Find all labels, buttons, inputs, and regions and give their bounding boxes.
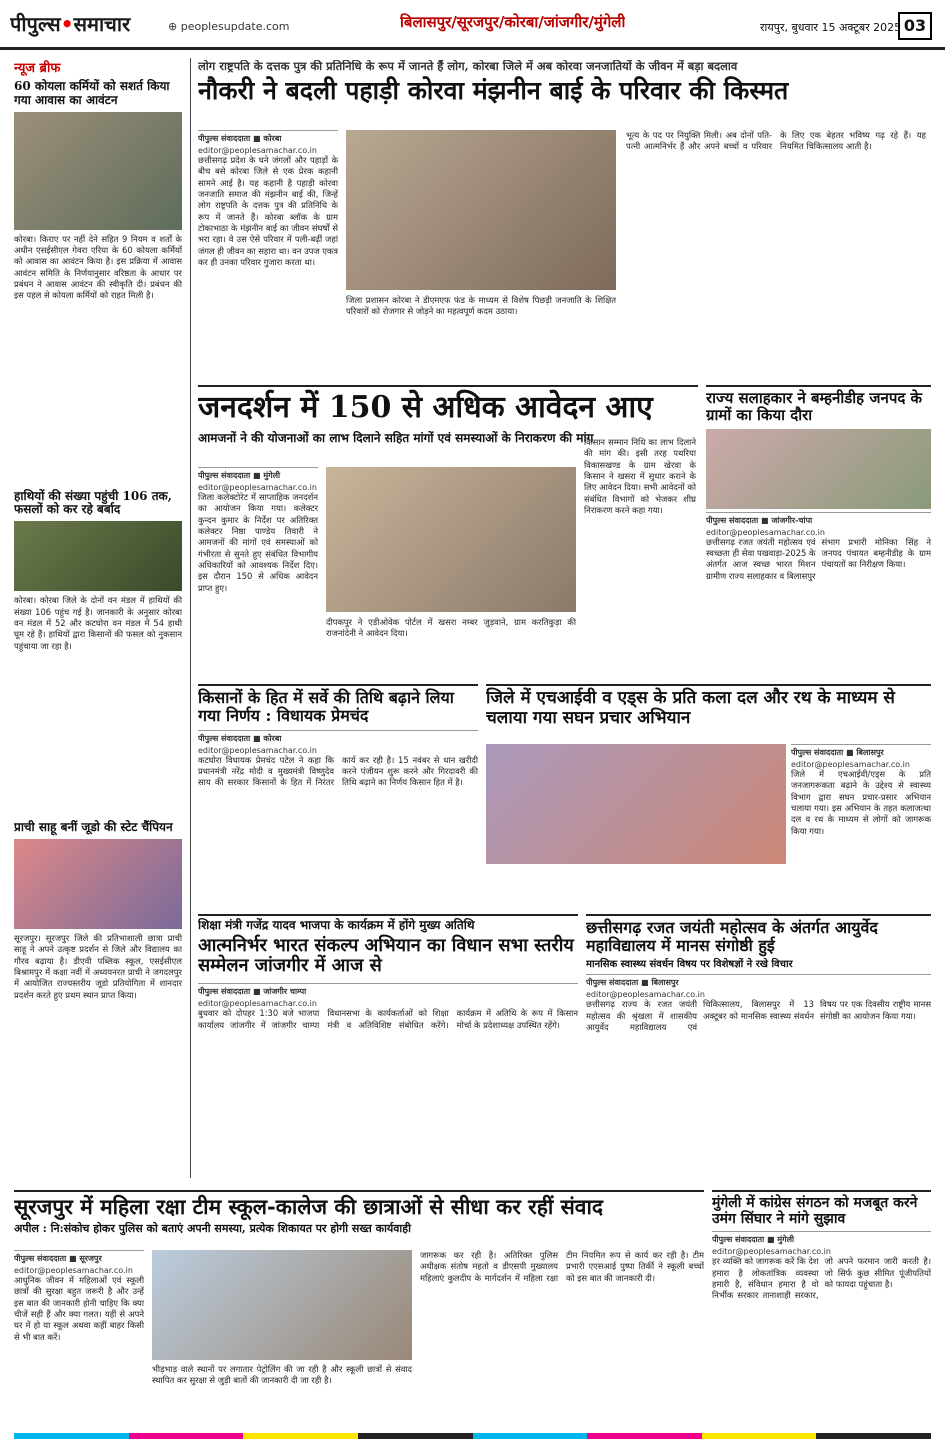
- ayurved-sub: मानसिक स्वास्थ्य संवर्धन विषय पर विशेषज्ञों ने रखे विचार: [586, 958, 793, 970]
- jandarshan-text: जिला कलेक्टोरेट में साप्ताहिक जनदर्शन का आयोजन किया गया। कलेक्टर कुन्दन कुमार के निर्देश पर अतिरिक्त कलेक्टर निष्ठा पाण्डेय तिवारी ने आमजनों की मांगों एवं समस्याओं को गंभीरता से सुनते हुए संबंधित विभागीय अधिकारियों को आवश्यक निर्देश दिए। इस दौरान 150 से अधिक आवेदन प्राप्त हुए।: [198, 492, 318, 593]
- ayurved-text: छत्तीसगढ़ राज्य के रजत जयंती महोत्सव की श्रृंखला में शासकीय आयुर्वेद महाविद्यालय एवं चिकित्सालय, बिलासपुर में 13 अक्टूबर को मानसिक स्वास्थ्य संवर्धन विषय पर एक दिवसीय राष्ट्रीय मानस संगोष्ठी का आयोजन किया गया।: [586, 999, 931, 1032]
- lead-caption: जिला प्रशासन कोरबा ने डीएमएफ फंड के माध्यम से विशेष पिछड़ी जनजाति के शिक्षित परिवारों को रोजगार से जोड़ने का महत्वपूर्ण कदम उठाया।: [346, 295, 616, 317]
- kisan-email[interactable]: editor@peoplesamachar.co.in: [198, 745, 317, 755]
- kisan-story: [198, 684, 478, 909]
- brief-text-3: सूरजपुर। सूरजपुर जिले की प्रतिभाशाली छात्रा प्राची साहू ने अपने उत्कृष्ट प्रदर्शन से जिले और विद्यालय का गौरव बढ़ाया है। डीएवी पब्लिक स्कूल, एसईसीएल बिश्रामपुर में कक्षा नवीं में अध्ययनरत प्राची ने जगदलपुर में आयोजित राज्यस्तरीय जूडो प्रतियोगिता में शानदार प्रदर्शन करते हुए प्रथम स्थान प्राप्त किया।: [14, 932, 182, 1000]
- jandarshan-col-1: [198, 467, 318, 672]
- lead-headline: नौकरी ने बदली पहाड़ी कोरवा मंझनीन बाई के परिवार की किस्मत: [198, 76, 789, 106]
- mahila-story: [14, 1190, 704, 1400]
- shiksha-text: बुधवार को दोपहर 1:30 बजे भाजपा कार्यालय जांजगीर में जांजगीर चाम्पा विधानसभा के कार्यकर्ताओं को शिक्षा मंत्री व अतिविशिष्ट संबोधित करेंगे। कार्यक्रम में अतिथि के रूप में किसान मोर्चा के प्रदेशाध्यक्ष उपस्थित रहेंगे।: [198, 1008, 578, 1030]
- mahila-col: [14, 1250, 144, 1385]
- hiv-col: [791, 744, 931, 909]
- lead-col-1: [198, 130, 338, 335]
- mahila-sub: अपील : नि:संकोच होकर पुलिस को बताएं अपनी समस्या, प्रत्येक शिकायत पर होगी सख्त कार्यवाही: [14, 1222, 411, 1236]
- mahila-caption: भीड़भाड़ वाले स्थानों पर लगातार पेट्रोलिंग की जा रही है और स्कूली छात्रों से संवाद स्थापित कर सुरक्षा से जुड़ी बातों की जानकारी दी जा रही है।: [152, 1364, 412, 1386]
- jandarshan-text-2: किसान सम्मान निधि का लाभ दिलाने की मांग की। इसी तरह पथरिया विकासखण्ड के ग्राम खेरवा के किसान ने खसरा में सुधार कराने के लिए आवेदन दिया। सभी आवेदनों को संबंधित विभागों को भेजकर शीघ्र निराकरण करने कहा गया।: [584, 437, 696, 516]
- mahila-text: आधुनिक जीवन में महिलाओं एवं स्कूली छात्रों की सुरक्षा बहुत जरूरी है और उन्हें इस बात की जानकारी होनी चाहिए कि क्या चीजें सही हैं और क्या गलत। यहीं से अपने घर में हो या स्कूल अथवा कहीं बाहर किसी से भी बात करें।: [14, 1275, 144, 1342]
- rajya-headline: राज्य सलाहकार ने बम्हनीडीह जनपद के ग्रामों का किया दौरा: [706, 389, 923, 425]
- brief-text-2: कोरबा। कोरबा जिले के दोनों वन मंडल में हाथियों की संख्या 106 पहुंच गई है। जानकारी के अनुसार कोरबा वन मंडल में 52 और कटघोरा वन मंडल में 54 हाथी घूम रहे हैं। हाथियों द्वारा किसानों की फसल को नुकसान पहुंचाया जा रहा है।: [14, 595, 182, 651]
- brief-title-3: प्राची साहू बनीं जूडो की स्टेट चैंपियन: [14, 820, 173, 835]
- munge-email[interactable]: editor@peoplesamachar.co.in: [712, 1247, 831, 1257]
- jandarshan-sub: आमजनों ने की योजनाओं का लाभ दिलाने सहित मांगों एवं समस्याओं के निराकरण की मांग: [198, 430, 594, 445]
- ayurved-headline: छत्तीसगढ़ रजत जयंती महोत्सव के अंतर्गत आयुर्वेद महाविद्यालय में मानस संगोष्ठी हुई: [586, 918, 878, 956]
- lead-kicker: लोग राष्ट्रपति के दत्तक पुत्र की प्रतिनिधि के रूप में जानते हैं लोग, कोरबा जिले में अब कोरवा जनजातियों के जीवन में बड़ा बदलाव: [198, 60, 738, 73]
- lead-photo: [346, 130, 616, 290]
- lead-text: छत्तीसगढ़ प्रदेश के घने जंगलों और पहाड़ों के बीच बसे कोरबा जिले से एक प्रेरक कहानी सामने आई है। यह कहानी है पहाड़ी कोरवा जनजाति समाज की मंझनीन बाई की, जिन्हें लोग राष्ट्रपति के दत्तक पुत्र की प्रतिनिधि के रूप में जानते हैं। कोरबा ब्लॉक के ग्राम टोकाभाठा के मंझनीन बाई का जीवन संघर्षों से भरा रहा। वे उस ऐसे परिवार में पली-बढ़ीं जहां जंगल ही जीवन का सहारा था। वन उपज एकत्र कर ही उनका परिवार गुजारा करता था।: [198, 155, 338, 268]
- rajya-byline: पीपुल्स संवाददाता ■ जांजगीर-चांपा: [706, 512, 931, 526]
- jandarshan-story: [198, 385, 698, 680]
- mahila-byline: पीपुल्स संवाददाता ■ सूरजपुर: [14, 1250, 144, 1264]
- lead-byline: पीपुल्स संवाददाता ■ कोरबा: [198, 130, 338, 144]
- shiksha-kicker: शिक्षा मंत्री गजेंद्र यादव भाजपा के कार्यक्रम में होंगे मुख्य अतिथि: [198, 918, 475, 932]
- brief-tag: न्यूज ब्रीफ: [14, 61, 61, 76]
- column-rule: [190, 58, 191, 1178]
- munge-headline: मुंगेली में कांग्रेस संगठन को मजबूत करने उमंग सिंघार ने मांगे सुझाव: [712, 1195, 918, 1228]
- kisan-headline: किसानों के हित में सर्वे की तिथि बढ़ाने लिया गया निर्णय : विधायक प्रेमचंद: [198, 688, 454, 726]
- lead-text-2: भूत्य के पद पर नियुक्ति मिली। अब दोनों पति-पत्नी आत्मनिर्भर हैं और अपने बच्चों व परिवार के लिए एक बेहतर भविष्य गढ़ रहे हैं। यह नियमित चिकित्सालय आती है।: [626, 130, 926, 152]
- munge-story: [712, 1190, 931, 1400]
- page-number: 03: [898, 12, 932, 40]
- site-url[interactable]: ⊕ peoplesupdate.com: [168, 20, 290, 33]
- rajya-photo: [706, 429, 931, 509]
- mahila-email[interactable]: editor@peoplesamachar.co.in: [14, 1266, 133, 1275]
- brief-title-2: हाथियों की संख्या पहुंची 106 तक, फसलों को कर रहे बर्बाद: [14, 488, 172, 517]
- shiksha-byline: पीपुल्स संवाददाता ■ जांजगीर चाम्पा: [198, 983, 578, 997]
- mahila-text-2: जागरूक कर रही है। अतिरिक्त पुलिस अधीक्षक संतोष महतो व डीएसपी मुख्यालय महिलाएं कुलदीप के मार्गदर्शन में महिला रक्षा टीम नियमित रूप से कार्य कर रही है। टीम प्रभारी एएसआई पुष्पा तिर्की ने स्कूली बच्चों को इस बात की जानकारी दी।: [420, 1250, 704, 1283]
- ayurved-story: [586, 914, 931, 1184]
- rajya-story: [706, 385, 931, 680]
- munge-byline: पीपुल्स संवाददाता ■ मुंगेली: [712, 1231, 931, 1245]
- mahila-headline: सूरजपुर में महिला रक्षा टीम स्कूल-कालेज की छात्राओं से सीधा कर रहीं संवाद: [14, 1194, 604, 1219]
- ayurved-byline: पीपुल्स संवाददाता ■ बिलासपुर: [586, 974, 931, 988]
- munge-text: हर व्यक्ति को जागरूक करें कि देश हमारा है लोकतांत्रिक व्यवस्था हमारी है, संविधान हमारा है वो निर्भीक सरकार तानाशाही सरकार, जो अपने फरमान जारी करती है। जो सिर्फ कुछ सीमित पूंजीपतियों को फायदा पहुंचाता है।: [712, 1256, 931, 1301]
- publication-logo[interactable]: पीपुल्स•समाचार: [10, 12, 131, 36]
- lead-email[interactable]: editor@peoplesamachar.co.in: [198, 146, 317, 155]
- hiv-text: जिले में एचआईवी/एड्स के प्रति जनजागरूकता बढ़ाने के उद्देश्य से स्वास्थ्य विभाग द्वारा सघन प्रचार-प्रसार अभियान चलाया गया। इस अभियान के तहत कलाजत्था दल व रथ के माध्यम से लोगों को जागरूक किया गया।: [791, 769, 931, 836]
- dateline: रायपुर, बुधवार 15 अक्टूबर 2025: [760, 21, 902, 34]
- hiv-photo: [486, 744, 786, 864]
- photo-housing: [14, 112, 182, 230]
- jandarshan-caption: दीपकपुर ने एडीओवेक पोर्टल में खसरा नम्बर जुड़वाने, ग्राम करतिकुड़ा की राजनांदेनी ने आवेदन दिया।: [326, 617, 576, 639]
- shiksha-story: [198, 914, 578, 1184]
- shiksha-headline: आत्मनिर्भर भारत संकल्प अभियान का विधान सभा स्तरीय सम्मेलन जांजगीर में आज से: [198, 934, 574, 977]
- photo-elephants: [14, 521, 182, 591]
- lead-story: [198, 60, 930, 380]
- hiv-email[interactable]: editor@peoplesamachar.co.in: [791, 760, 910, 769]
- color-registration-bar: [14, 1433, 931, 1439]
- brief-title-1: 60 कोयला कर्मियों को सशर्त किया गया आवास का आवंटन: [14, 79, 170, 107]
- jandarshan-photo: [326, 467, 576, 612]
- hiv-story: [486, 684, 931, 909]
- jandarshan-email[interactable]: editor@peoplesamachar.co.in: [198, 483, 317, 492]
- rajya-text: छत्तीसगढ़ रजत जयंती महोत्सव एवं स्वच्छता ही सेवा पखवाड़ा-2025 के अंतर्गत आज स्वच्छ भारत मिशन ग्रामीण राज्य सलाहकार व बिलासपुर संभाग प्रभारी मोनिका सिंह ने जनपद पंचायत बम्हनीडीह के ग्राम पंचायतों का निरीक्षण किया।: [706, 536, 931, 581]
- photo-judo: [14, 839, 182, 929]
- jandarshan-byline: पीपुल्स संवाददाता ■ मुंगेली: [198, 467, 318, 481]
- kisan-text: कटघोरा विधायक प्रेमचंद पटेल ने कहा कि प्रधानमंत्री नरेंद्र मोदी व मुख्यमंत्री विष्णुदेव साय की सरकार किसानों के हित में निरंतर कार्य कर रही है। 15 नवंबर से धान खरीदी करने पंजीयन शुरू करने और गिरदावरी की तिथि बढ़ाने का निर्णय किसान हित में है।: [198, 754, 478, 788]
- hiv-byline: पीपुल्स संवाददाता ■ बिलासपुर: [791, 744, 931, 758]
- rajya-email[interactable]: editor@peoplesamachar.co.in: [706, 527, 825, 537]
- edition-cities: बिलासपुर/सूरजपुर/कोरबा/जांजगीर/मुंगेली: [400, 13, 626, 31]
- kisan-byline: पीपुल्स संवाददाता ■ कोरबा: [198, 730, 478, 744]
- masthead: [0, 0, 945, 50]
- brief-text-1: कोरबा। किराए पर नहीं देने सहित 9 नियम व शर्तों के अधीन एसईसीएल गेवरा एरिया के 60 कोयला कर्मियों को आवास का आवंटन किया है। इस प्रक्रिया में आवास आवंटन समिति के निर्णयानुसार वरिष्ठता के आधार पर प्रबंधन ने आवास आवंटन की स्वीकृति दी। प्रबंधन की इस पहल से कोयला कर्मियों को राहत मिली है।: [14, 233, 182, 301]
- ayurved-email[interactable]: editor@peoplesamachar.co.in: [586, 990, 705, 1000]
- shiksha-email[interactable]: editor@peoplesamachar.co.in: [198, 999, 317, 1009]
- mahila-photo: [152, 1250, 412, 1360]
- hiv-headline: जिले में एचआईवी व एड्स के प्रति कला दल और रथ के माध्यम से चलाया गया सघन प्रचार अभियान: [486, 688, 895, 728]
- jandarshan-headline: जनदर्शन में 150 से अधिक आवेदन आए: [198, 390, 653, 425]
